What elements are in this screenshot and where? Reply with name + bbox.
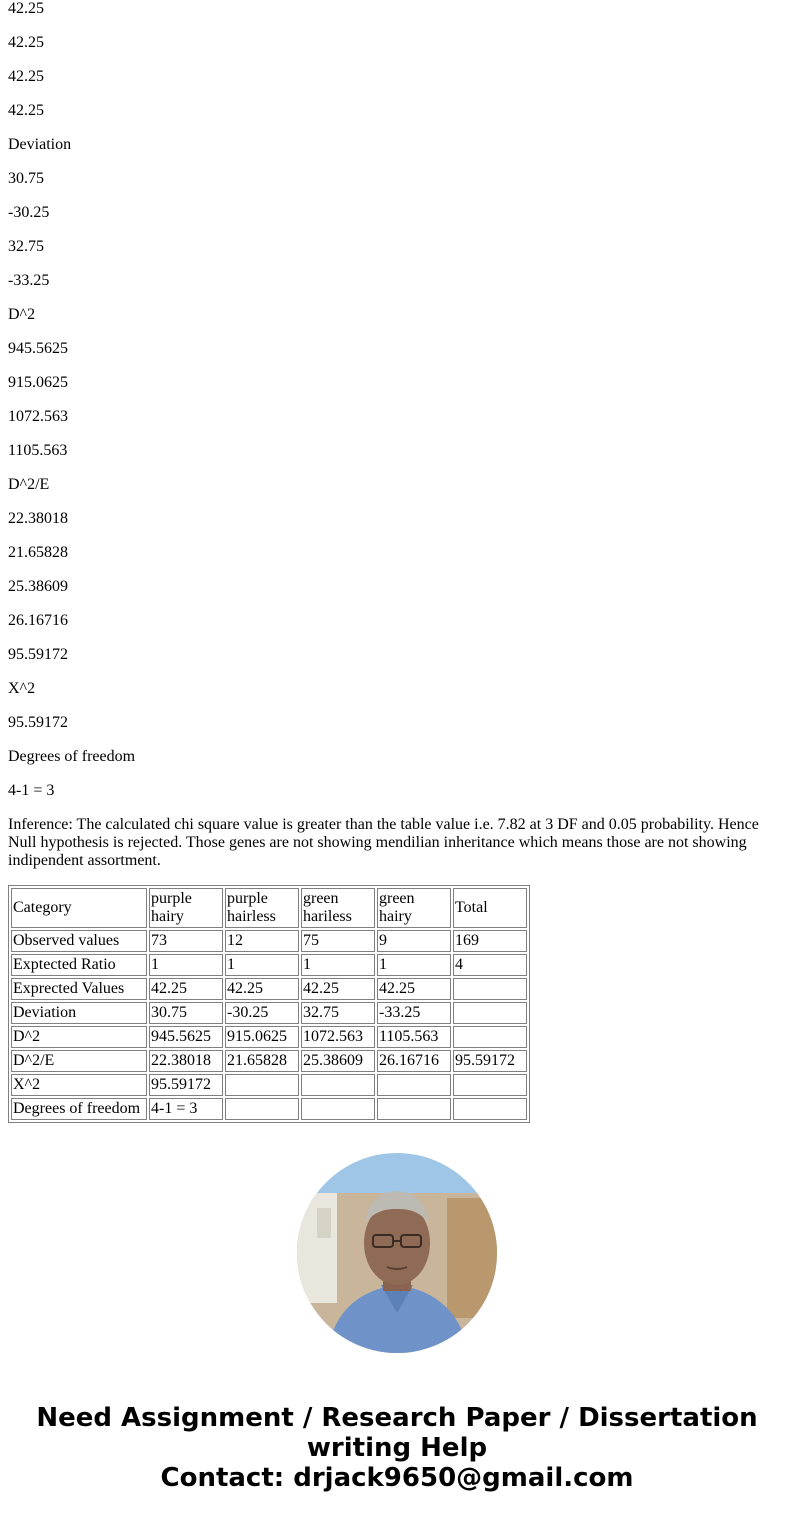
promo-headline: Need Assignment / Research Paper / Dissertation writing Help bbox=[36, 1403, 758, 1463]
table-row bbox=[11, 1002, 527, 1024]
table-header-cell: green hairy bbox=[377, 888, 451, 928]
table-cell: 32.75 bbox=[301, 1002, 375, 1024]
text-line: 32.75 bbox=[8, 238, 44, 255]
table-cell: 12 bbox=[225, 930, 299, 952]
table-cell: 25.38609 bbox=[301, 1050, 375, 1072]
table-cell bbox=[377, 1074, 451, 1096]
text-line: 42.25 bbox=[8, 34, 44, 51]
table-cell: Exprected Values bbox=[11, 978, 147, 1000]
table-row bbox=[11, 1026, 527, 1048]
table-cell: 73 bbox=[149, 930, 223, 952]
table-cell: 22.38018 bbox=[149, 1050, 223, 1072]
table-cell: 42.25 bbox=[149, 978, 223, 1000]
table-cell bbox=[377, 1098, 451, 1120]
table-cell: 42.25 bbox=[377, 978, 451, 1000]
text-line: 42.25 bbox=[8, 68, 44, 85]
table-row bbox=[11, 978, 527, 1000]
author-portrait-image bbox=[297, 1153, 497, 1353]
table-header-cell: Category bbox=[11, 888, 147, 928]
table-cell: -30.25 bbox=[225, 1002, 299, 1024]
text-line: 42.25 bbox=[8, 0, 44, 17]
table-cell: 21.65828 bbox=[225, 1050, 299, 1072]
author-photo bbox=[297, 1153, 497, 1353]
table-cell bbox=[301, 1074, 375, 1096]
table-row bbox=[11, 1050, 527, 1072]
table-cell bbox=[453, 1002, 527, 1024]
table-cell: 42.25 bbox=[301, 978, 375, 1000]
table-cell: Observed values bbox=[11, 930, 147, 952]
text-line: 915.0625 bbox=[8, 374, 68, 391]
text-line: 21.65828 bbox=[8, 544, 68, 561]
table-header-row bbox=[11, 888, 527, 928]
table-cell bbox=[453, 1026, 527, 1048]
table-cell: D^2 bbox=[11, 1026, 147, 1048]
text-line: 95.59172 bbox=[8, 646, 68, 663]
table-row bbox=[11, 954, 527, 976]
table-cell bbox=[453, 1074, 527, 1096]
table-cell: Deviation bbox=[11, 1002, 147, 1024]
text-line: 30.75 bbox=[8, 170, 44, 187]
table-cell: D^2/E bbox=[11, 1050, 147, 1072]
table-cell: 1 bbox=[377, 954, 451, 976]
table-cell: 1 bbox=[149, 954, 223, 976]
promo-contact: Contact: drjack9650@gmail.com bbox=[160, 1463, 634, 1493]
text-line: 1105.563 bbox=[8, 442, 68, 459]
table-cell: 169 bbox=[453, 930, 527, 952]
table-cell: X^2 bbox=[11, 1074, 147, 1096]
text-line: D^2/E bbox=[8, 476, 50, 493]
text-line: 95.59172 bbox=[8, 714, 68, 731]
text-line: 945.5625 bbox=[8, 340, 68, 357]
text-line: X^2 bbox=[8, 680, 36, 697]
table-cell: 4 bbox=[453, 954, 527, 976]
text-line: -33.25 bbox=[8, 272, 50, 289]
table-header-cell: purple hairy bbox=[149, 888, 223, 928]
table-row bbox=[11, 1074, 527, 1096]
promo-footer bbox=[0, 1403, 794, 1493]
text-line: 22.38018 bbox=[8, 510, 68, 527]
table-header-cell: Total bbox=[453, 888, 527, 928]
text-line: 42.25 bbox=[8, 102, 44, 119]
text-line: Degrees of freedom bbox=[8, 748, 136, 765]
table-cell: -33.25 bbox=[377, 1002, 451, 1024]
table-cell: Degrees of freedom bbox=[11, 1098, 147, 1120]
table-cell: 1105.563 bbox=[377, 1026, 451, 1048]
table-cell: 95.59172 bbox=[149, 1074, 223, 1096]
table-row bbox=[11, 930, 527, 952]
table-cell: 42.25 bbox=[225, 978, 299, 1000]
text-line: 25.38609 bbox=[8, 578, 68, 595]
table-cell bbox=[301, 1098, 375, 1120]
text-line: Deviation bbox=[8, 136, 72, 153]
table-cell: 915.0625 bbox=[225, 1026, 299, 1048]
table-cell: 30.75 bbox=[149, 1002, 223, 1024]
table-cell bbox=[453, 978, 527, 1000]
text-line: 4-1 = 3 bbox=[8, 782, 55, 799]
table-header-cell: green hariless bbox=[301, 888, 375, 928]
table-cell bbox=[225, 1098, 299, 1120]
table-cell: 1 bbox=[301, 954, 375, 976]
table-cell: 9 bbox=[377, 930, 451, 952]
table-cell: 945.5625 bbox=[149, 1026, 223, 1048]
table-header-cell: purple hairless bbox=[225, 888, 299, 928]
text-line: 1072.563 bbox=[8, 408, 68, 425]
chi-square-table bbox=[8, 885, 530, 1123]
text-line: 26.16716 bbox=[8, 612, 68, 629]
table-cell bbox=[225, 1074, 299, 1096]
table-cell: 95.59172 bbox=[453, 1050, 527, 1072]
table-cell bbox=[453, 1098, 527, 1120]
table-cell: 26.16716 bbox=[377, 1050, 451, 1072]
table-row bbox=[11, 1098, 527, 1120]
table-cell: 4-1 = 3 bbox=[149, 1098, 223, 1120]
text-line: -30.25 bbox=[8, 204, 50, 221]
text-line: D^2 bbox=[8, 306, 36, 323]
table-cell: 75 bbox=[301, 930, 375, 952]
inference-paragraph: Inference: The calculated chi square value is greater than the table value i.e. 7.82 at 3 DF and 0.05 probability. Hence Null hypothesis is rejected. Those genes are not showing mendilian inheritance which means those are not showing indipendent assortment. bbox=[8, 816, 759, 869]
table-cell: 1072.563 bbox=[301, 1026, 375, 1048]
table-cell: 1 bbox=[225, 954, 299, 976]
table-cell: Exptected Ratio bbox=[11, 954, 147, 976]
